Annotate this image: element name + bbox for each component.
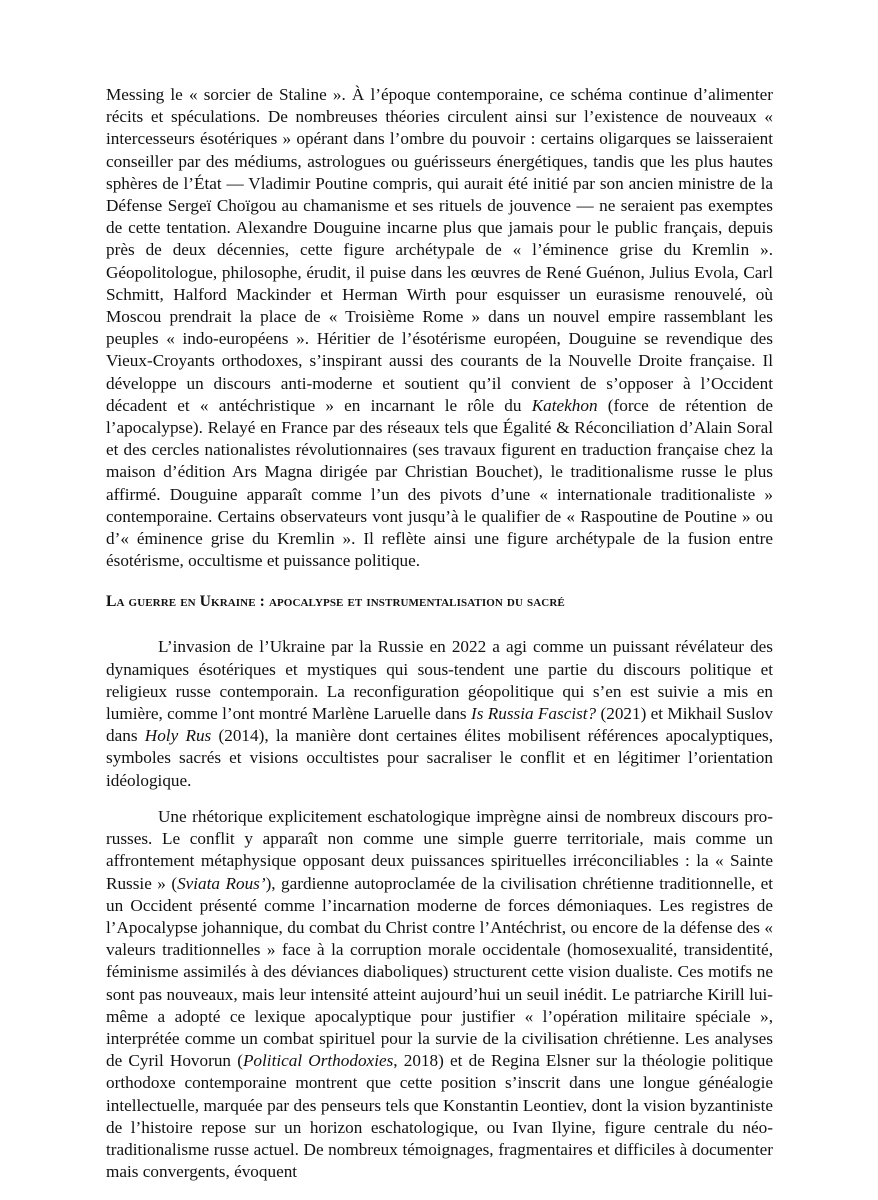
paragraph-text: (2021) et Mikhail Suslov dans: [106, 704, 773, 746]
paragraph-text: Messing le « sorcier de Staline ». À l’époque contemporaine, ce schéma continue d’alimenter récits et spéculations. De nombreuses théories circulent ainsi sur l’existence de nouveaux « intercesseurs ésotériques » opérant dans l’ombre du pouvoir : certains oligarques se laisseraient conseiller par des médiums, astrologues ou guérisseurs énergétiques, tandis que les plus hautes sphères de l’État — Vladimir Poutine compris, qui aurait été initié par son ancien ministre de la Défense Sergeï Choïgou au chamanisme et ses rituels de jouvence — ne seraient pas exemptes de cette tentation. Alexandre Douguine incarne plus que jamais pour le public français, depuis près de deux décennies, cette figure archétypale de « l’éminence grise du Kremlin ». Géopolitologue, philosophe, érudit, il puise dans les œuvres de René Guénon, Julius Evola, Carl Schmitt, Halford Mackinder et Herman Wirth pour esquisser un eurasisme renouvelé, où Moscou prendrait la place de « Troisième Rome » dans un nouvel empire rassemblant les peuples « indo-européens ». Héritier de l’ésotérisme européen, Douguine se revendique des Vieux-Croyants orthodoxes, s’inspirant aussi des courants de la Nouvelle Droite française. Il développe un discours anti-moderne et soutient qu’il convient de s’opposer à l’Occident décadent et « antéchristique » en incarnant le rôle du: [106, 85, 773, 415]
paragraph-eschatology: [106, 806, 773, 1183]
paragraph-text: Une rhétorique explicitement eschatologique imprègne ainsi de nombreux discours pro-russes. Le conflit y apparaît non comme une simple guerre territoriale, mais comme un affrontement métaphysique opposant deux puissances spirituelles irréconciliables : la « Sainte Russie » (: [106, 806, 773, 893]
paragraph-text: ), gardienne autoproclamée de la civilisation chrétienne traditionnelle, et un Occident présenté comme l’incarnation moderne de forces démoniaques. Les registres de l’Apocalypse johannique, du combat du Christ contre l’Antéchrist, ou encore de la défense des « valeurs traditionnelles » face à la corruption morale occidentale (homosexualité, transidentité, féminisme assimilés à des déviances diaboliques) structurent cette vision dualiste. Ces motifs ne sont pas nouveaux, mais leur intensité atteint aujourd’hui un seuil inédit. Le patriarche Kirill lui-même a adopté ce lexique apocalyptique pour justifier « l’opération militaire spéciale », interprétée comme un combat spirituel pour la survie de la civilisation chrétienne. Les analyses de Cyril Hovorun (: [106, 873, 774, 1071]
book-title-is-russia-fascist: Is Russia Fascist?: [470, 704, 597, 724]
document-page: [106, 84, 773, 1183]
italic-term-katekhon: Katekhon: [531, 395, 598, 415]
paragraph-text: (force de rétention de l’apocalypse). Relayé en France par des réseaux tels que Égalité & Réconciliation d’Alain Soral et des cercles nationalistes révolutionnaires (ses travaux figurent en traduction française chez la maison d’édition Ars Magna dirigée par Christian Bouchet), le traditionalisme russe le plus affirmé. Douguine apparaît comme l’un des pivots d’une « internationale traditionaliste » contemporaine. Certains observateurs vont jusqu’à le qualifier de « Raspoutine de Poutine » ou d’« éminence grise du Kremlin ». Il reflète ainsi une figure archétypale de la fusion entre ésotérisme, occultisme et puissance politique.: [106, 395, 773, 571]
italic-term-sviata-rous: Sviata Rous’: [177, 873, 266, 893]
book-title-political-orthodoxies: Political Orthodoxies: [242, 1051, 394, 1071]
paragraph-invasion: [106, 636, 773, 791]
paragraph-text: (2014), la manière dont certaines élites mobilisent références apocalyptiques, symboles sacrés et visions occultistes pour sacraliser le conflit et en légitimer l’orientation idéologique.: [106, 726, 773, 790]
paragraph-text: L’invasion de l’Ukraine par la Russie en 2022 a agi comme un puissant révélateur des dynamiques ésotériques et mystiques qui sous-tendent une partie du discours politique et religieux russe contemporain. La reconfiguration géopolitique qui s’en est suivie a mis en lumière, comme l’ont montré Marlène Laruelle dans: [106, 637, 773, 724]
paragraph-douguine: [106, 84, 773, 572]
section-heading: La guerre en Ukraine : apocalypse et instrumentalisation du sacré: [106, 593, 565, 611]
paragraph-text: , 2018) et de Regina Elsner sur la théologie politique orthodoxe contemporaine montrent que cette position s’inscrit dans une longue généalogie intellectuelle, marquée par des penseurs tels que Konstantin Leontiev, dont la vision byzantiniste de l’histoire repose sur un horizon eschatologique, ou Ivan Ilyine, figure centrale du néo-traditionalisme russe actuel. De nombreux témoignages, fragmentaires et difficiles à documenter mais convergents, évoquent: [106, 1051, 774, 1182]
book-title-holy-rus: Holy Rus: [144, 726, 212, 746]
